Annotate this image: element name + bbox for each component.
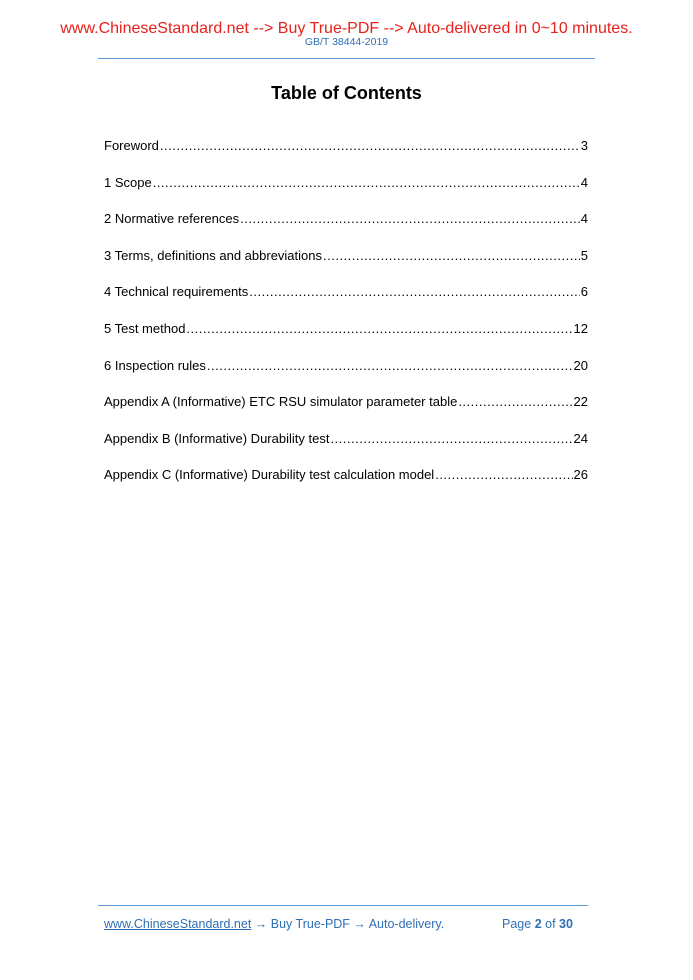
page-of: of <box>545 917 556 931</box>
toc-entry-test-method[interactable] <box>104 321 588 358</box>
toc-dot-leader <box>323 248 580 264</box>
toc-dot-leader <box>330 431 572 447</box>
page-word: Page <box>502 917 532 931</box>
toc-entry-appendix-a[interactable] <box>104 394 588 431</box>
toc-entry-label: Appendix B (Informative) Durability test <box>104 430 330 446</box>
toc-entry-page: 5 <box>580 247 588 263</box>
toc-entry-page: 6 <box>580 284 588 300</box>
toc-entry-label: Appendix A (Informative) ETC RSU simulator parameter table <box>104 394 458 410</box>
toc-entry-label: 4 Technical requirements <box>104 284 249 300</box>
promo-banner-link[interactable]: www.ChineseStandard.net --> Buy True-PDF --> Auto-delivered in 0~10 minutes. <box>60 20 633 37</box>
footer-divider <box>98 905 588 906</box>
toc-dot-leader <box>240 211 580 227</box>
toc-dot-leader <box>153 175 580 191</box>
toc-dot-leader <box>249 284 579 300</box>
toc-entry-scope[interactable] <box>104 175 588 212</box>
toc-dot-leader <box>186 321 572 337</box>
toc-entry-page: 4 <box>580 174 588 190</box>
toc-entry-page: 24 <box>573 430 588 446</box>
toc-entry-label: Appendix C (Informative) Durability test calculation model <box>104 467 435 483</box>
toc-list <box>104 138 588 504</box>
toc-dot-leader <box>207 358 573 374</box>
toc-entry-appendix-c[interactable] <box>104 467 588 504</box>
toc-entry-foreword[interactable] <box>104 138 588 175</box>
page-current: 2 <box>534 917 542 931</box>
toc-entry-label: 6 Inspection rules <box>104 357 206 373</box>
toc-entry-appendix-b[interactable] <box>104 431 588 468</box>
toc-entry-page: 12 <box>573 320 588 336</box>
toc-entry-normative-references[interactable] <box>104 211 588 248</box>
toc-entry-page: 22 <box>573 394 588 410</box>
toc-dot-leader <box>160 138 580 154</box>
toc-entry-inspection-rules[interactable] <box>104 358 588 395</box>
toc-entry-technical-requirements[interactable] <box>104 284 588 321</box>
toc-entry-page: 4 <box>580 211 588 227</box>
toc-entry-page: 26 <box>573 467 588 483</box>
toc-title: Table of Contents <box>271 83 422 103</box>
footer-promo <box>104 916 444 932</box>
page-number <box>502 916 573 932</box>
toc-entry-label: 3 Terms, definitions and abbreviations <box>104 247 322 263</box>
toc-entry-label: 1 Scope <box>104 174 152 190</box>
toc-dot-leader <box>458 394 572 410</box>
footer-site-link[interactable]: www.ChineseStandard.net <box>104 917 252 931</box>
page-total: 30 <box>559 917 573 931</box>
toc-entry-page: 3 <box>580 138 588 153</box>
toc-entry-terms[interactable] <box>104 248 588 285</box>
header-divider <box>98 58 595 59</box>
footer-promo-text: → Buy True-PDF → Auto-delivery. <box>251 917 445 931</box>
toc-entry-page: 20 <box>573 357 588 373</box>
document-code: GB/T 38444-2019 <box>304 36 389 48</box>
toc-entry-label: Foreword <box>104 138 159 153</box>
toc-entry-label: 2 Normative references <box>104 211 240 227</box>
toc-dot-leader <box>435 467 572 483</box>
toc-entry-label: 5 Test method <box>104 320 186 336</box>
